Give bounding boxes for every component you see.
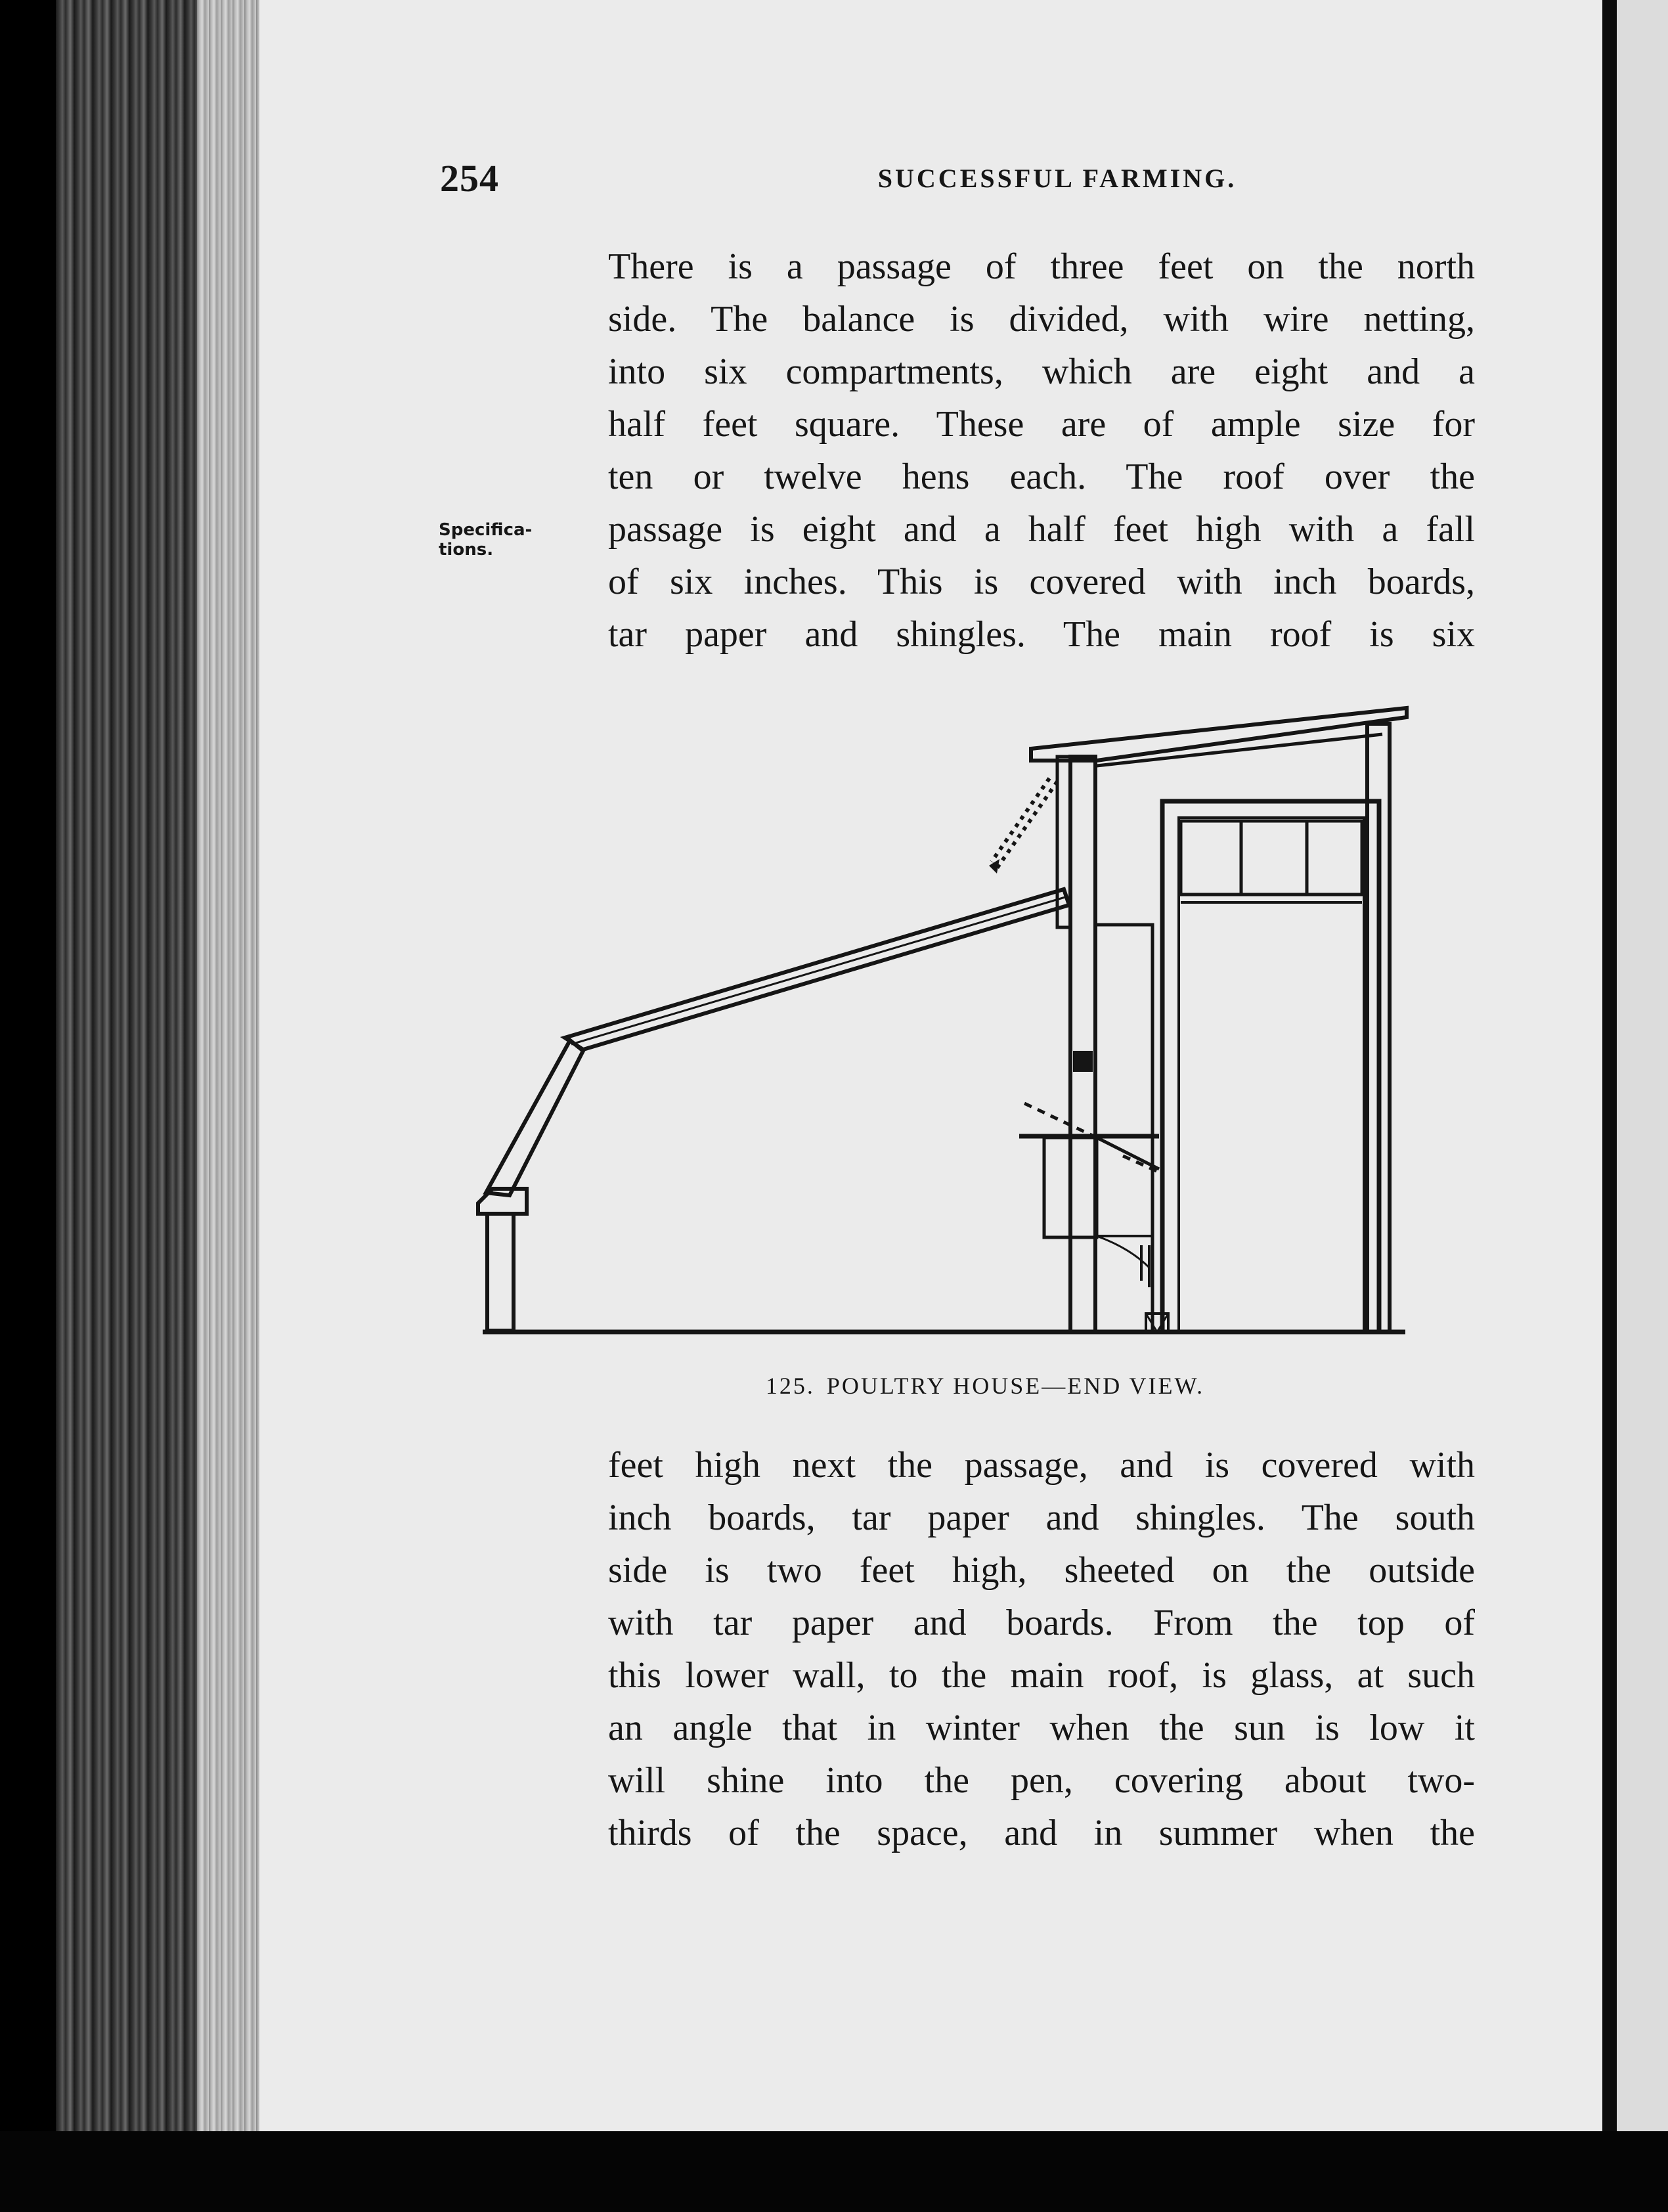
text-line: thirds of the space, and in summer when the xyxy=(608,1813,1475,1853)
body-text-bottom xyxy=(608,1439,1475,1859)
body-text-top xyxy=(608,240,1475,661)
text-line: with tar paper and boards. From the top of xyxy=(608,1603,1475,1643)
text-line: of six inches. This is covered with inch boards, xyxy=(608,562,1475,602)
margin-note-line: Specifica- xyxy=(439,520,533,540)
poultry-house-illustration xyxy=(466,696,1425,1353)
passage-wall-post xyxy=(1070,757,1095,1332)
scan-border xyxy=(0,2131,1668,2212)
ventilator-hinge xyxy=(989,859,999,874)
main-roof-inner xyxy=(571,897,1065,1044)
text-line: tar paper and shingles. The main roof is six xyxy=(608,614,1475,655)
text-line: this lower wall, to the main roof, is glass, at such xyxy=(608,1655,1475,1696)
gutter-shadow xyxy=(1602,0,1617,2131)
figure-caption-text: POULTRY HOUSE—END VIEW. xyxy=(826,1373,1205,1399)
text-line: inch boards, tar paper and shingles. The south xyxy=(608,1497,1475,1538)
text-line: ten or twelve hens each. The roof over the xyxy=(608,456,1475,497)
transom-window xyxy=(1181,821,1362,895)
text-line: side. The balance is divided, with wire netting, xyxy=(608,299,1475,340)
facing-page-edge xyxy=(1617,0,1668,2131)
text-line: into six compartments, which are eight and a xyxy=(608,351,1475,392)
text-line: will shine into the pen, covering about two- xyxy=(608,1760,1475,1801)
south-wall-post xyxy=(487,1214,514,1331)
figure-number: 125. xyxy=(765,1373,815,1399)
post-latch xyxy=(1073,1051,1093,1072)
end-view-drawing xyxy=(466,696,1425,1353)
text-line: side is two feet high, sheeted on the outside xyxy=(608,1550,1475,1591)
margin-note xyxy=(439,520,570,560)
text-line: passage is eight and a half feet high with a fall xyxy=(608,509,1475,550)
pen-partition xyxy=(1095,925,1152,1332)
figure-caption xyxy=(657,1372,1313,1400)
book-page-edges-light xyxy=(197,0,263,2131)
text-line: an angle that in winter when the sun is low it xyxy=(608,1708,1475,1748)
text-line: feet high next the passage, and is covered with xyxy=(608,1445,1475,1486)
main-roof xyxy=(565,889,1069,1050)
roost-brace xyxy=(1097,1138,1159,1169)
glass-front-frame xyxy=(486,1040,583,1195)
text-line: There is a passage of three feet on the north xyxy=(608,246,1475,287)
door-frame-outer xyxy=(1162,801,1379,1332)
page-number: 254 xyxy=(440,157,499,200)
text-line: half feet square. These are of ample size for xyxy=(608,404,1475,445)
ventilator-flap xyxy=(992,778,1057,868)
margin-note-line: tions. xyxy=(439,540,494,560)
base-trap xyxy=(1146,1314,1168,1332)
running-title: SUCCESSFUL FARMING. xyxy=(877,164,1237,193)
